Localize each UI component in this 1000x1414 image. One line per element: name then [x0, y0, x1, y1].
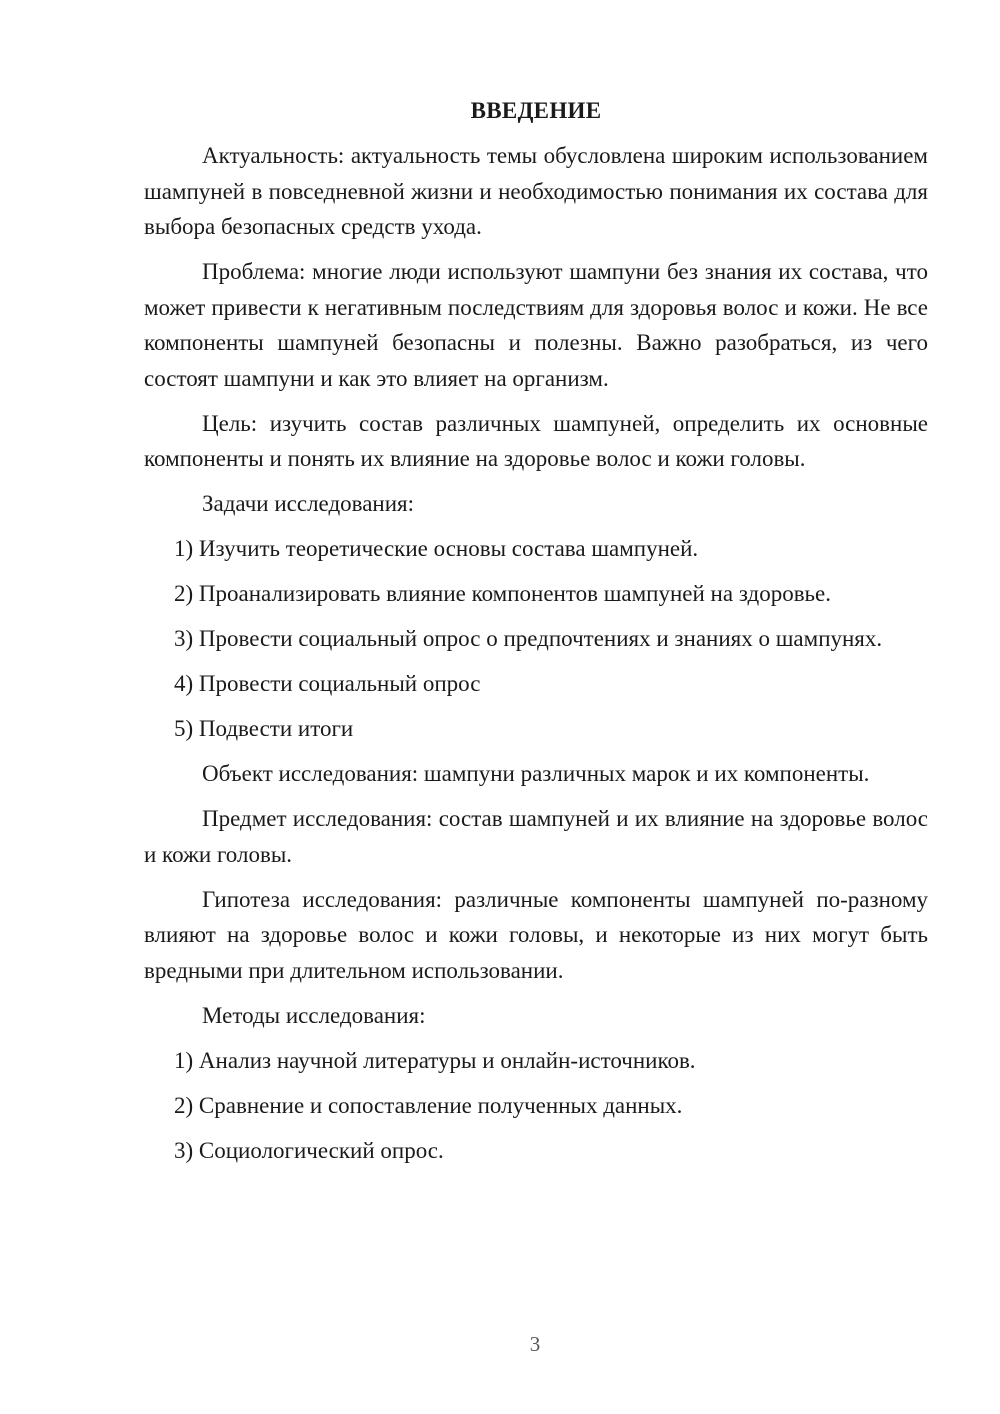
tasks-label: Задачи исследования: — [202, 491, 415, 516]
method-item: 3) Социологический опрос. — [174, 1137, 444, 1163]
task-item: 3) Провести социальный опрос о предпочтениях и знаниях о шампунях. — [174, 626, 883, 651]
relevance-paragraph: Актуальность: актуальность темы обусловлена широким использованием шампуней в повседневной жизни и необходимостью понимания их состава для выбора безопасных средств ухода. — [144, 143, 928, 239]
method-item: 1) Анализ научной литературы и онлайн-источников. — [174, 1047, 696, 1073]
method-item: 2) Сравнение и сопоставление полученных данных. — [174, 1092, 683, 1118]
goal-paragraph: Цель: изучить состав различных шампуней, определить их основные компоненты и понять их влияние на здоровье волос и кожи головы. — [144, 410, 928, 471]
task-item: 4) Провести социальный опрос — [174, 671, 481, 696]
hypothesis-paragraph: Гипотеза исследования: различные компоненты шампуней по-разному влияют на здоровье волос и кожи головы, и некоторые из них могут быть вредными при длительном использовании. — [144, 886, 928, 983]
task-item: 5) Подвести итоги — [174, 716, 354, 741]
task-item: 2) Проанализировать влияние компонентов шампуней на здоровье. — [174, 581, 832, 606]
section-title: ВВЕДЕНИЕ — [470, 98, 602, 123]
task-item: 1) Изучить теоретические основы состава шампуней. — [174, 536, 699, 561]
methods-label: Методы исследования: — [202, 1002, 426, 1028]
problem-paragraph: Проблема: многие люди используют шампуни без знания их состава, что может привести к негативным последствиям для здоровья волос и кожи. Не все компоненты шампуней безопасны и полезны. Важно разобраться, из чего состоят шампуни и как это влияет на организм. — [144, 259, 928, 391]
subject-paragraph: Предмет исследования: состав шампуней и их влияние на здоровье волос и кожи головы. — [144, 806, 928, 867]
object-paragraph: Объект исследования: шампуни различных марок и их компоненты. — [202, 761, 870, 786]
page-number: 3 — [529, 1332, 541, 1356]
